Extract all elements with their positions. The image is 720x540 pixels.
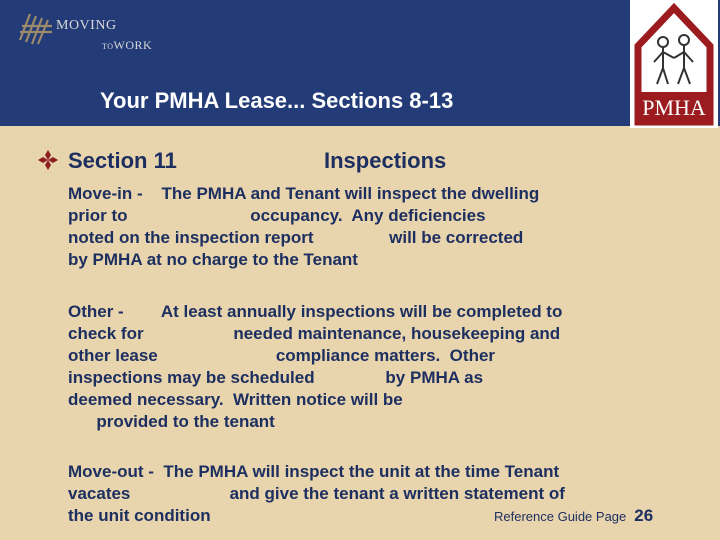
logo-word-to-work <box>102 38 152 53</box>
paragraph-line: Move-in - The PMHA and Tenant will inspect the dwelling <box>68 184 540 203</box>
paragraph-other <box>68 301 562 433</box>
paragraph-line: other lease compliance matters. Other <box>68 346 496 365</box>
paragraph-line: deemed necessary. Written notice will be <box>68 390 403 409</box>
moving-to-work-logo <box>18 8 158 58</box>
paragraph-line: noted on the inspection report will be corrected <box>68 228 524 247</box>
moving-to-work-glyph-icon <box>18 10 56 48</box>
logo-word-work: WORK <box>113 38 153 52</box>
section-label: Section 11 <box>68 148 177 173</box>
paragraph-line: vacates and give the tenant a written statement of <box>68 484 565 503</box>
paragraph-line: the unit condition <box>68 506 211 525</box>
pmha-logo-text: PMHA <box>642 95 706 120</box>
paragraph-line: by PMHA at no charge to the Tenant <box>68 250 358 269</box>
slide-title: Your PMHA Lease... Sections 8-13 <box>100 88 454 113</box>
paragraph-line: inspections may be scheduled by PMHA as <box>68 368 484 387</box>
paragraph-line: prior to occupancy. Any deficiencies <box>68 206 486 225</box>
paragraph-move-in <box>68 183 539 271</box>
page-number: 26 <box>634 506 654 525</box>
logo-word-moving: MOVING <box>56 18 117 33</box>
page-footer <box>494 506 653 526</box>
reference-guide-label: Reference Guide Page <box>494 509 627 524</box>
paragraph-line: Move-out - The PMHA will inspect the unit at the time Tenant <box>68 462 560 481</box>
paragraph-move-out <box>68 461 565 527</box>
diamond-bullet-icon <box>38 150 58 170</box>
paragraph-line: provided to the tenant <box>68 412 275 431</box>
paragraph-line: check for needed maintenance, housekeeping and <box>68 324 561 343</box>
pmha-logo <box>630 0 718 128</box>
header-band <box>0 0 720 126</box>
logo-word-to: TO <box>102 42 114 51</box>
paragraph-line: Other - At least annually inspections will be completed to <box>68 302 563 321</box>
section-topic: Inspections <box>324 148 447 173</box>
